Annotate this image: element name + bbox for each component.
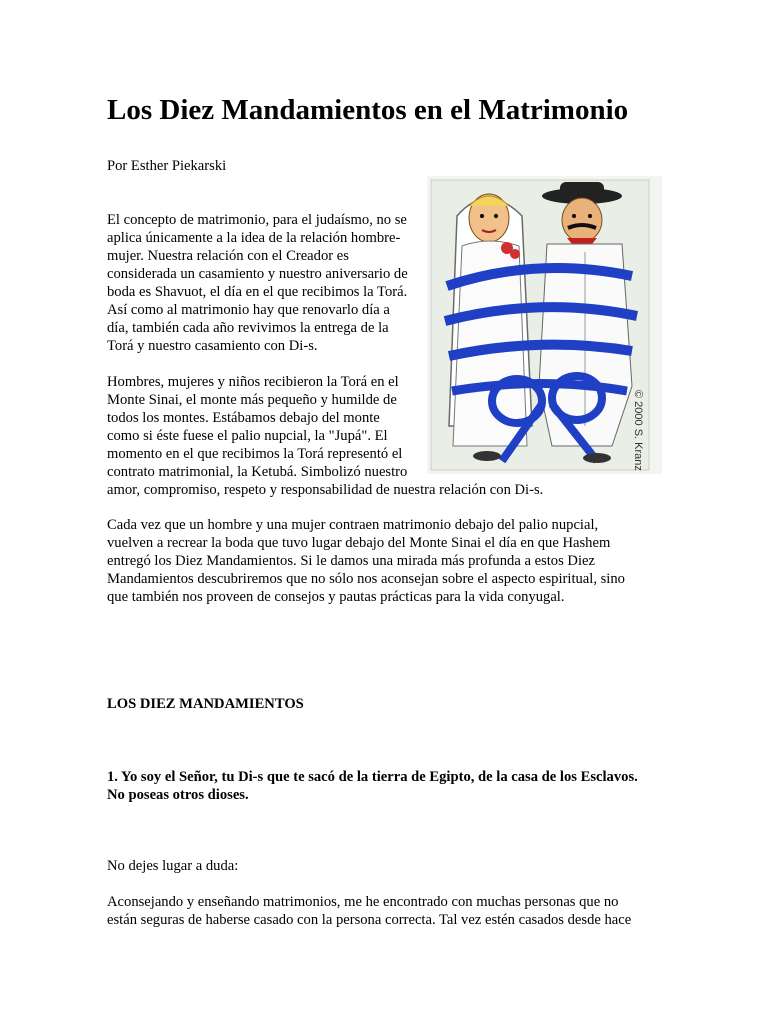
paragraph-1: El concepto de matrimonio, para el judaísmo, no se aplica únicamente a la idea de la relación hombre- mujer. Nuestra relación con el Creador es considerada un casamiento y nuestro aniversario de boda es Shavuot, el día en el que recibimos la Torá. Así como al matrimonio hay que renovarlo día a día, también cada año revivimos la entrega de la Torá y nuestro casamiento con Di-s. xyxy=(107,212,408,354)
section-heading: LOS DIEZ MANDAMIENTOS xyxy=(107,696,304,712)
subheading: No dejes lugar a duda: xyxy=(107,858,239,874)
paragraph-3: Cada vez que un hombre y una mujer contraen matrimonio debajo del palio nupcial, vuelven a recrear la boda que tuvo lugar debajo del Monte Sinai el día en que Hashem entregó los Diez Mandamientos. Si le damos una mirada más profunda a estos Diez Mandamientos descubriremos que no sólo nos aconsejan sobre el aspecto espiritual, sino que también nos proveen de consejos y pautas prácticas para la vida conyugal. xyxy=(107,517,625,605)
paragraph-4: Aconsejando y enseñando matrimonios, me he encontrado con muchas personas que no están seguras de haberse casado con la persona correcta. Tal vez estén casados desde hace xyxy=(107,894,632,928)
page-title: Los Diez Mandamientos en el Matrimonio xyxy=(107,94,629,126)
byline: Por Esther Piekarski xyxy=(107,158,227,174)
illustration-credit: © 2000 S. Kranz xyxy=(632,390,644,471)
commandment-1: 1. Yo soy el Señor, tu Di-s que te sacó de la tierra de Egipto, de la casa de los Esclavos. No poseas otros dioses. xyxy=(107,769,638,803)
paragraph-2: Hombres, mujeres y niños recibieron la Torá en el Monte Sinai, el monte más pequeño y humilde de todos los montes. Estábamos debajo del monte como si éste fuese el palio nupcial, la "Jupá". El momento en el que recibimos la Torá representó el contrato matrimonial, la Ketubá. Simbolizó nuestro amor, compromiso, respeto y responsabilidad de nuestra relación con Di-s. xyxy=(107,374,544,498)
